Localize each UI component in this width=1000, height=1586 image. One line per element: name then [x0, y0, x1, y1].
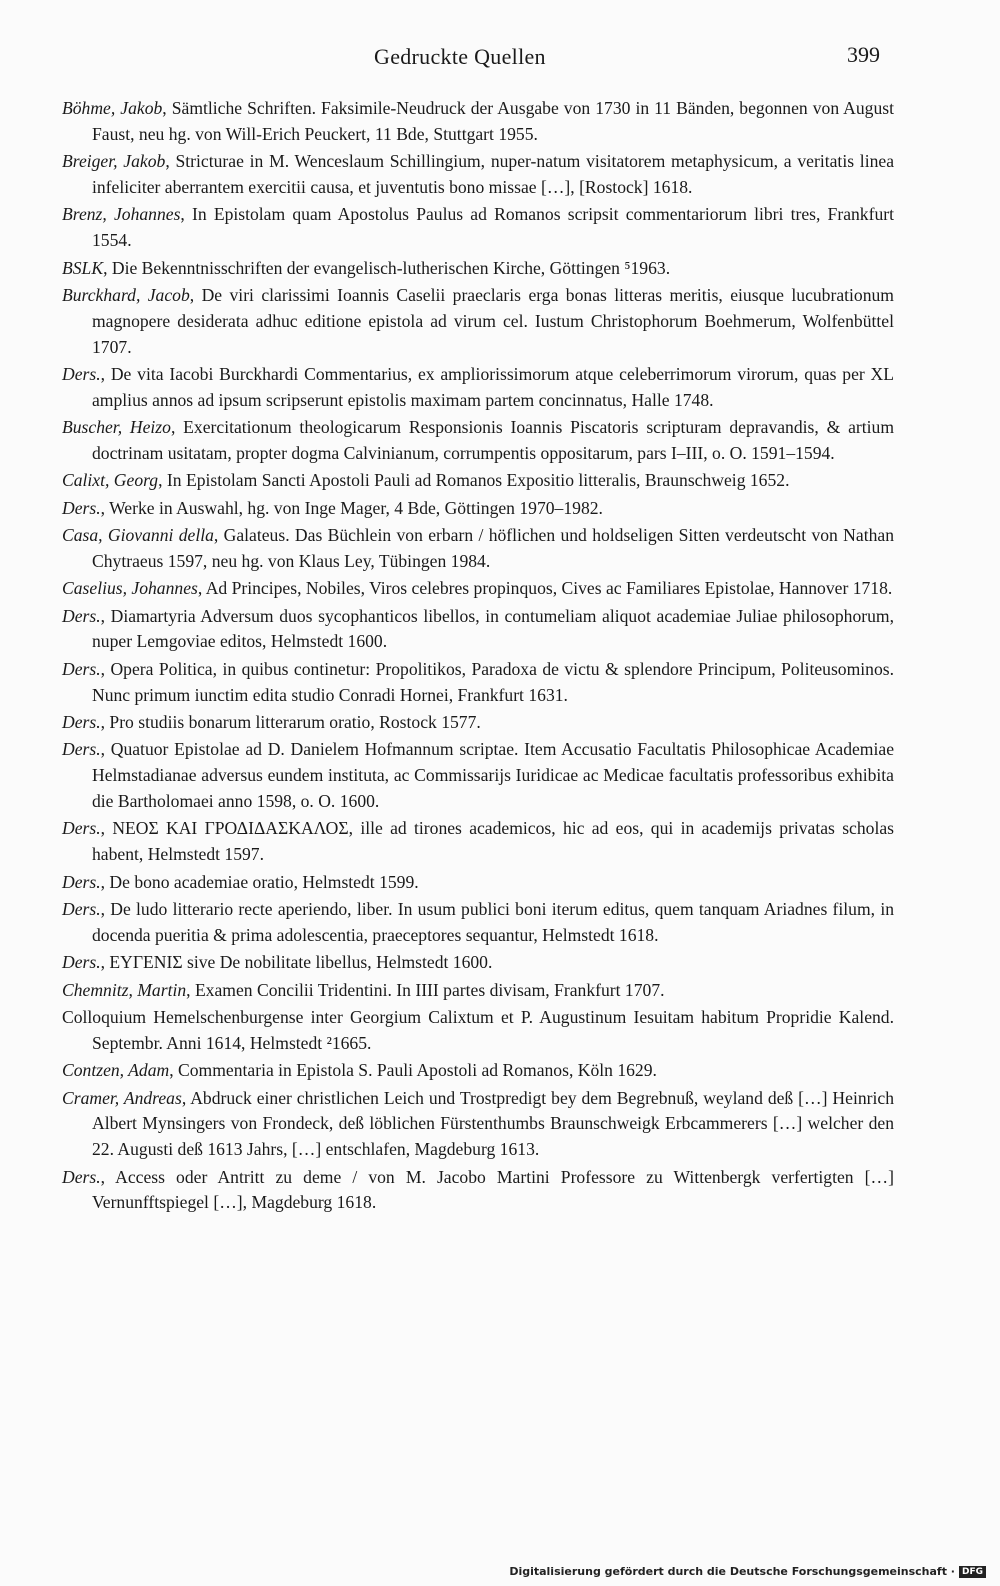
bibliography-entry: Ders., Diamartyria Adversum duos sycophanticos libellos, in contumeliam aliquot academiae Juliae philosophorum, nuper Lemgoviae editos, Helmstedt 1600. — [62, 605, 894, 652]
entry-author: Caselius, Johannes — [62, 578, 198, 599]
entry-author: Ders. — [62, 818, 101, 839]
bibliography-entry: Casa, Giovanni della, Galateus. Das Büchlein von erbarn / höflichen und holdseligen Sitten verdeutscht von Nathan Chytraeus 1597, neu hg. von Klaus Ley, Tübingen 1984. — [62, 525, 894, 571]
footer-text: Digitalisierung gefördert durch die Deutsche Forschungsgemeinschaft · — [509, 1565, 955, 1578]
entry-author: BSLK — [62, 257, 104, 278]
entry-author: Ders. — [62, 363, 101, 384]
entry-text: In Epistolam quam Apostolus Paulus ad Romanos scripsit commentariorum libri tres, Frankfurt 1554. — [92, 204, 894, 251]
bibliography-entry: Ders., Opera Politica, in quibus continetur: Propolitikos, Paradoxa de victu & splendore Principum, Politeusominos. Nunc primum iunctim edita studio Conradi Hornei, Frankfurt 1631. — [62, 658, 895, 705]
bibliography-entry: Ders., De vita Iacobi Burckhardi Commentarius, ex ampliorissimorum atque celeberrimorum virorum, quas per XL amplius annos ad ipsum scripserunt epistolis maximam partem concinnatus, Halle 1748. — [62, 363, 895, 410]
bibliography-entry: Contzen, Adam, Commentaria in Epistola S. Pauli Apostoli ad Romanos, Köln 1629. — [62, 1060, 657, 1081]
entry-text: De ludo litterario recte aperiendo, liber. In usum publici boni iterum editus, quem tanquam Ariadnes filum, in docenda pueritia & prima adolescentia, praeceptores sequantur, Helmstedt 1618. — [92, 899, 894, 945]
bibliography-entry: Cramer, Andreas, Abdruck einer christlichen Leich und Trostpredigt bey dem Begrebnuß, weyland deß […] Heinrich Albert Mynsingers von Frondeck, deß löblichen Fürstenthumbs Braunschweigk Erbcammerers […] welcher den 22. Augusti deß 1613 Jahrs, […] entschlafen, Magdeburg 1613. — [62, 1087, 894, 1160]
footer-credit — [509, 1565, 986, 1578]
bibliography-entry: Ders., De ludo litterario recte aperiendo, liber. In usum publici boni iterum editus, quem tanquam Ariadnes filum, in docenda pueritia & prima adolescentia, praeceptores sequantur, Helmstedt 1618. — [62, 899, 894, 945]
entry-text: ΝΕΟΣ ΚΑΙ ΓΡΟΔΙΔΑΣΚΑΛΟΣ, ille ad tirones academicos, hic ad eos, qui in academijs privatas scholas habent, Helmstedt 1597. — [92, 818, 895, 865]
entry-author: Casa, Giovanni della — [62, 525, 214, 546]
dfg-logo: DFG — [959, 1566, 986, 1578]
entry-text: Die Bekenntnisschriften der evangelisch-lutherischen Kirche, Göttingen ⁵1963. — [111, 257, 671, 278]
entry-text: Colloquium Hemelschenburgense inter Georgium Calixtum et P. Augustinum Iesuitam habitum Propridie Kalend. Septembr. Anni 1614, Helmstedt ²1665. — [62, 1006, 894, 1053]
bibliography-entry: Ders., Pro studiis bonarum litterarum oratio, Rostock 1577. — [62, 712, 481, 733]
entry-author: Contzen, Adam — [62, 1060, 170, 1081]
entry-text: Stricturae in M. Wenceslaum Schillingium, nuper-natum visitatorem metaphysicum, a veritatis linea infeliciter aberrantem exercitii causa, et juventutis bono missae […], [Rostock] 1618. — [92, 151, 895, 197]
entry-author: Ders. — [62, 952, 101, 973]
page-header — [0, 44, 1000, 74]
entry-author: Ders. — [62, 1166, 101, 1187]
bibliography-entry: Caselius, Johannes, Ad Principes, Nobiles, Viros celebres propinquos, Cives ac Familiares Epistolae, Hannover 1718. — [62, 578, 893, 599]
bibliography-entry: Ders., De bono academiae oratio, Helmstedt 1599. — [62, 871, 419, 892]
entry-text: Werke in Auswahl, hg. von Inge Mager, 4 Bde, Göttingen 1970–1982. — [109, 497, 603, 518]
page-number: 399 — [847, 42, 880, 67]
bibliography-entry: Calixt, Georg, In Epistolam Sancti Apostoli Pauli ad Romanos Expositio litteralis, Braunschweig 1652. — [62, 470, 790, 491]
bibliography-entry: Ders., Access oder Antritt zu deme / von M. Jacobo Martini Professore zu Wittenbergk verfertigten […] Vernunfftspiegel […], Magdeburg 1618. — [62, 1166, 894, 1213]
entry-text: De viri clarissimi Ioannis Caselii praeclaris erga bonas litteras meritis, eiusque lucubrationum magnopere desiderata adhuc editione epistola ad virum cel. Iustum Christophorum Boehmerum, Wolfenbüttel 1707. — [92, 284, 894, 357]
entry-text: Exercitationum theologicarum Responsionis Ioannis Piscatoris scripturam depravandis, & artium doctrinam usitatam, propter dogma Calvinianum, corrumpentis oppositarum, pars I–III, o. O. 1591–1594. — [92, 417, 895, 463]
entry-text: Pro studiis bonarum litterarum oratio, Rostock 1577. — [109, 712, 481, 733]
entry-author: Calixt, Georg — [62, 470, 159, 491]
entry-text: Access oder Antritt zu deme / von M. Jacobo Martini Professore zu Wittenbergk verfertigten […] Vernunfftspiegel […], Magdeburg 1618. — [92, 1166, 894, 1213]
bibliography-entry: Ders., Werke in Auswahl, hg. von Inge Mager, 4 Bde, Göttingen 1970–1982. — [62, 497, 603, 518]
bibliography-entry: Buscher, Heizo, Exercitationum theologicarum Responsionis Ioannis Piscatoris scripturam depravandis, & artium doctrinam usitatam, propter dogma Calvinianum, corrumpentis oppositarum, pars I–III, o. O. 1591–1594. — [62, 417, 895, 463]
bibliography-entry: Brenz, Johannes, In Epistolam quam Apostolus Paulus ad Romanos scripsit commentariorum libri tres, Frankfurt 1554. — [62, 204, 894, 251]
bibliography-entry: Ders., ΕΥΓΕΝΙΣ sive De nobilitate libellus, Helmstedt 1600. — [62, 952, 493, 973]
bibliography-entry: Böhme, Jakob, Sämtliche Schriften. Faksimile-Neudruck der Ausgabe von 1730 in 11 Bänden, begonnen von August Faust, neu hg. von Will-Erich Peuckert, 11 Bde, Stuttgart 1955. — [62, 98, 895, 144]
bibliography-list — [62, 96, 894, 1218]
entry-author: Buscher, Heizo — [62, 417, 171, 438]
bibliography-entry: Chemnitz, Martin, Examen Concilii Tridentini. In IIII partes divisam, Frankfurt 1707. — [62, 979, 665, 1000]
entry-author: Ders. — [62, 605, 101, 626]
entry-text: Quatuor Epistolae ad D. Danielem Hofmannum scriptae. Item Accusatio Facultatis Philosophicae Academiae Helmstadianae adversus eundem instituta, ac Commissarijs Iuridicae ac Medicae facultatis professoribus exhibita die Bartholomaei anno 1598, o. O. 1600. — [92, 739, 894, 812]
entry-author: Burckhard, Jacob — [62, 284, 190, 305]
entry-text: Examen Concilii Tridentini. In IIII partes divisam, Frankfurt 1707. — [194, 979, 665, 1000]
entry-author: Ders. — [62, 871, 101, 892]
entry-text: Galateus. Das Büchlein von erbarn / höflichen und holdseligen Sitten verdeutscht von Nathan Chytraeus 1597, neu hg. von Klaus Ley, Tübingen 1984. — [92, 525, 894, 571]
entry-author: Brenz, Johannes — [62, 204, 181, 225]
bibliography-entry: Ders., ΝΕΟΣ ΚΑΙ ΓΡΟΔΙΔΑΣΚΑΛΟΣ, ille ad tirones academicos, hic ad eos, qui in academijs privatas scholas habent, Helmstedt 1597. — [62, 818, 895, 865]
entry-text: Opera Politica, in quibus continetur: Propolitikos, Paradoxa de victu & splendore Principum, Politeusominos. Nunc primum iunctim edita studio Conradi Hornei, Frankfurt 1631. — [92, 658, 895, 705]
entry-text: De bono academiae oratio, Helmstedt 1599. — [109, 871, 419, 892]
entry-author: Ders. — [62, 497, 101, 518]
bibliography-entry: Burckhard, Jacob, De viri clarissimi Ioannis Caselii praeclaris erga bonas litteras meritis, eiusque lucubrationum magnopere desiderata adhuc editione epistola ad virum cel. Iustum Christophorum Boehmerum, Wolfenbüttel 1707. — [62, 284, 894, 357]
entry-text: Sämtliche Schriften. Faksimile-Neudruck der Ausgabe von 1730 in 11 Bänden, begonnen von August Faust, neu hg. von Will-Erich Peuckert, 11 Bde, Stuttgart 1955. — [92, 98, 895, 144]
entry-author: Chemnitz, Martin — [62, 979, 187, 1000]
entry-text: De vita Iacobi Burckhardi Commentarius, ex ampliorissimorum atque celeberrimorum virorum, quas per XL amplius annos ad ipsum scripserunt epistolis maximam partem concinnatus, Halle 1748. — [92, 363, 895, 410]
entry-author: Böhme, Jakob — [62, 98, 163, 118]
entry-author: Cramer, Andreas — [62, 1087, 182, 1108]
bibliography-entry — [62, 1005, 894, 1057]
running-title: Gedruckte Quellen — [374, 44, 546, 69]
entry-author: Ders. — [62, 899, 101, 919]
entry-text: Ad Principes, Nobiles, Viros celebres propinquos, Cives ac Familiares Epistolae, Hannover 1718. — [205, 578, 893, 599]
entry-author: Ders. — [62, 658, 101, 679]
entry-text: In Epistolam Sancti Apostoli Pauli ad Romanos Expositio litteralis, Braunschweig 1652. — [166, 470, 790, 491]
entry-text: Diamartyria Adversum duos sycophanticos libellos, in contumeliam aliquot academiae Juliae philosophorum, nuper Lemgoviae editos, Helmstedt 1600. — [92, 605, 894, 652]
bibliography-entry: BSLK, Die Bekenntnisschriften der evangelisch-lutherischen Kirche, Göttingen ⁵1963. — [62, 257, 671, 278]
bibliography-entry: Ders., Quatuor Epistolae ad D. Danielem Hofmannum scriptae. Item Accusatio Facultatis Philosophicae Academiae Helmstadianae adversus eundem instituta, ac Commissarijs Iuridicae ac Medicae facultatis professoribus exhibita die Bartholomaei anno 1598, o. O. 1600. — [62, 739, 894, 812]
entry-text: Commentaria in Epistola S. Pauli Apostoli ad Romanos, Köln 1629. — [178, 1060, 657, 1081]
entry-author: Breiger, Jakob — [62, 151, 166, 172]
entry-text: Abdruck einer christlichen Leich und Trostpredigt bey dem Begrebnuß, weyland deß […] Heinrich Albert Mynsingers von Frondeck, deß löblichen Fürstenthumbs Braunschweigk Erbcammerers […] welcher den 22. Augusti deß 1613 Jahrs, […] entschlafen, Magdeburg 1613. — [92, 1087, 894, 1160]
entry-author: Ders. — [62, 712, 101, 733]
entry-author: Ders. — [62, 739, 101, 760]
bibliography-entry: Breiger, Jakob, Stricturae in M. Wenceslaum Schillingium, nuper-natum visitatorem metaphysicum, a veritatis linea infeliciter aberrantem exercitii causa, et juventutis bono missae […], [Rostock] 1618. — [62, 151, 895, 197]
entry-text: ΕΥΓΕΝΙΣ sive De nobilitate libellus, Helmstedt 1600. — [109, 952, 493, 973]
